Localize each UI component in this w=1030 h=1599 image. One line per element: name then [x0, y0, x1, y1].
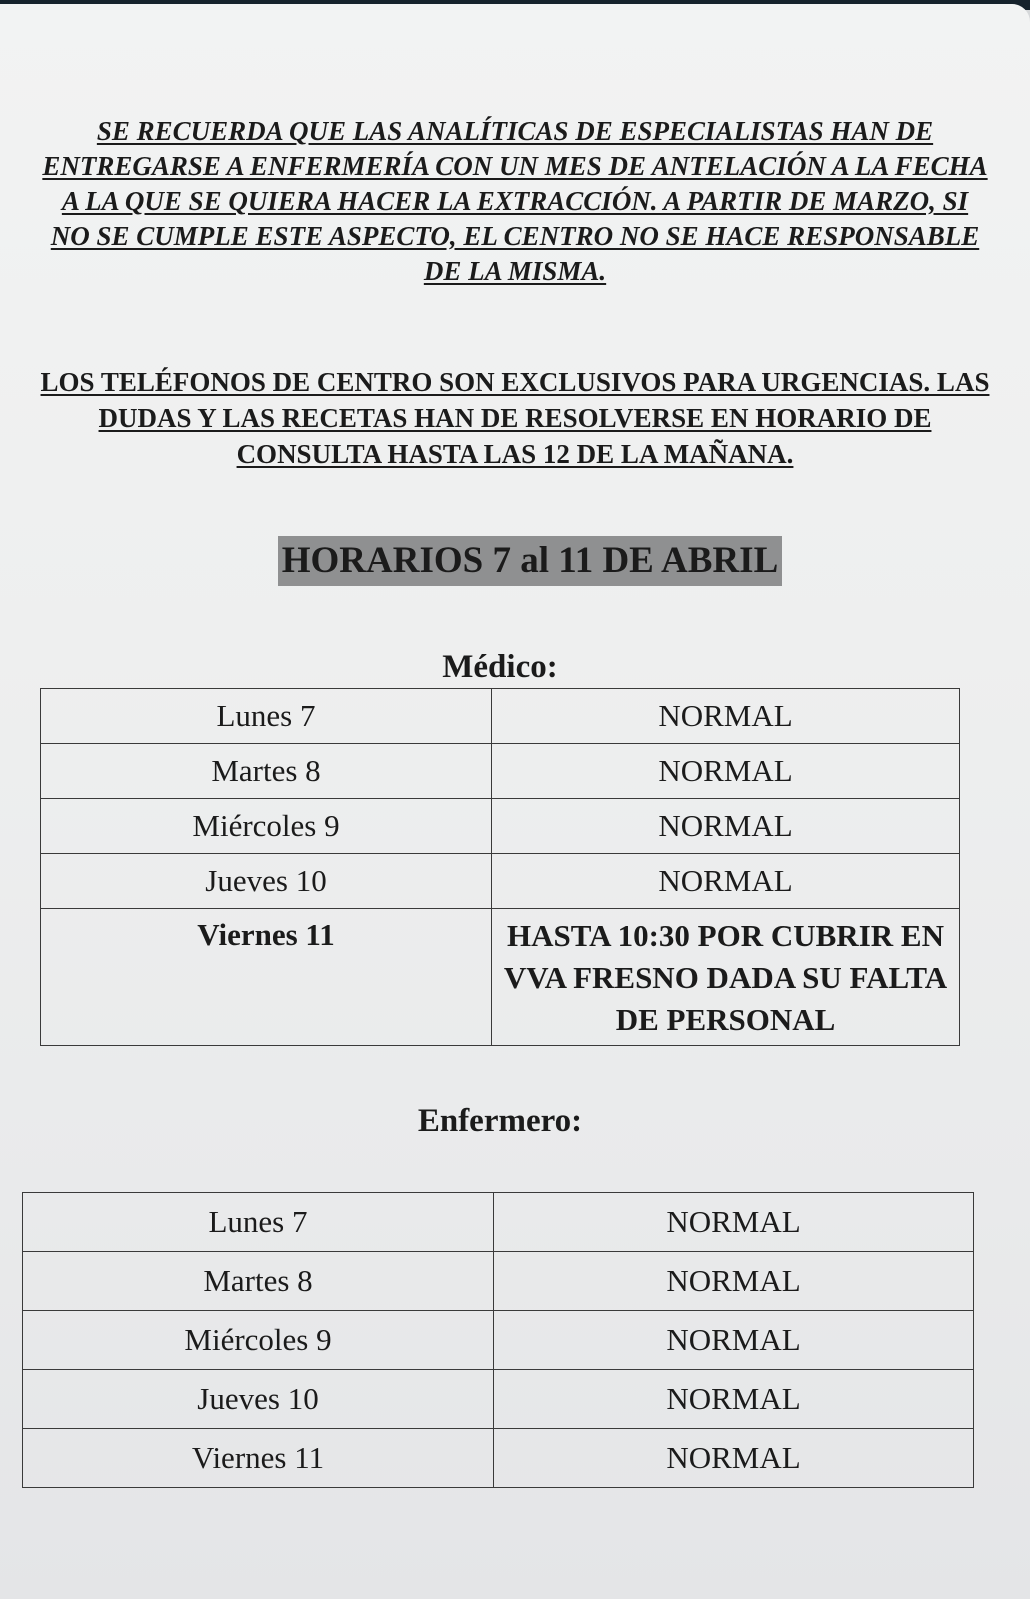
status-cell: NORMAL [494, 1370, 974, 1429]
day-cell: Jueves 10 [41, 854, 492, 909]
day-cell: Viernes 11 [23, 1429, 494, 1488]
schedule-title: HORARIOS 7 al 11 DE ABRIL [278, 536, 783, 586]
table-row [41, 799, 960, 854]
table-row [41, 909, 960, 1046]
day-cell: Jueves 10 [23, 1370, 494, 1429]
enfermero-label: Enfermero: [417, 1103, 583, 1139]
day-cell: Martes 8 [23, 1252, 494, 1311]
status-cell: NORMAL [494, 1193, 974, 1252]
day-cell: Martes 8 [41, 744, 492, 799]
table-row [23, 1252, 974, 1311]
day-cell: Lunes 7 [41, 689, 492, 744]
table-row [23, 1429, 974, 1488]
enfermero-schedule-table [22, 1192, 974, 1488]
medico-schedule-table [40, 688, 960, 1046]
day-cell: Lunes 7 [23, 1193, 494, 1252]
medico-label: Médico: [442, 649, 558, 685]
day-cell: Miércoles 9 [23, 1311, 494, 1370]
day-cell: Viernes 11 [41, 909, 492, 1046]
notice-analiticas: SE RECUERDA QUE LAS ANALÍTICAS DE ESPECIALISTAS HAN DE ENTREGARSE A ENFERMERÍA CON UN MES DE ANTELACIÓN A LA FECHA A LA QUE SE QUIERA HACER LA EXTRACCIÓN. A PARTIR DE MARZO, SI NO SE CUMPLE ESTE ASPECTO, EL CENTRO NO SE HACE RESPONSABLE DE LA MISMA. [42, 116, 988, 286]
table-row [23, 1370, 974, 1429]
table-row [41, 854, 960, 909]
status-cell: NORMAL [494, 1429, 974, 1488]
table-row [41, 744, 960, 799]
status-cell: NORMAL [492, 744, 960, 799]
notice-telefonos: LOS TELÉFONOS DE CENTRO SON EXCLUSIVOS PARA URGENCIAS. LAS DUDAS Y LAS RECETAS HAN DE RESOLVERSE EN HORARIO DE CONSULTA HASTA LAS 12 DE LA MAÑANA. [40, 367, 990, 469]
title-wrapper [0, 536, 1030, 586]
status-cell: NORMAL [494, 1311, 974, 1370]
status-cell: NORMAL [494, 1252, 974, 1311]
status-cell: HASTA 10:30 POR CUBRIR EN VVA FRESNO DADA SU FALTA DE PERSONAL [492, 909, 960, 1046]
status-cell: NORMAL [492, 799, 960, 854]
status-cell: NORMAL [492, 689, 960, 744]
status-cell: NORMAL [492, 854, 960, 909]
table-row [23, 1193, 974, 1252]
table-row [41, 689, 960, 744]
paper-sheet [0, 4, 1030, 1599]
day-cell: Miércoles 9 [41, 799, 492, 854]
table-row [23, 1311, 974, 1370]
